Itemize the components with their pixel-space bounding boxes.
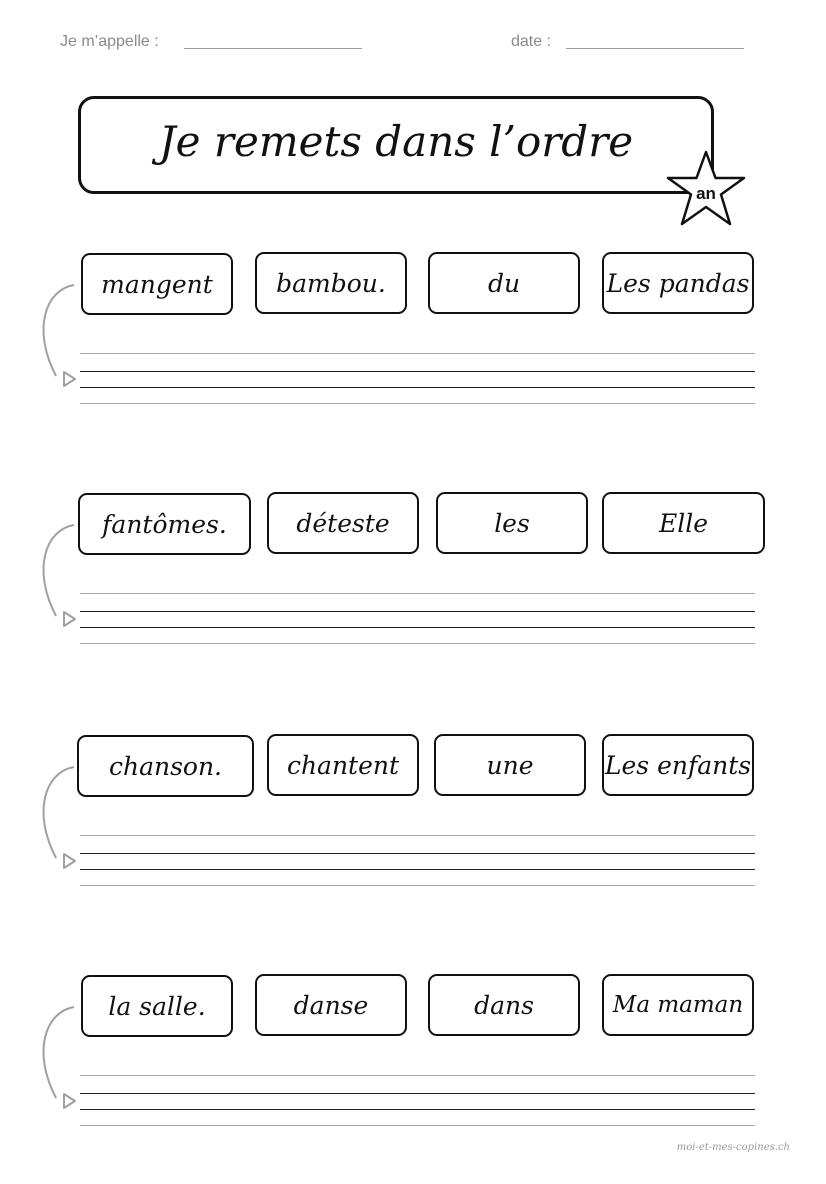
word-card[interactable]: Les enfants <box>602 734 754 796</box>
writing-line[interactable] <box>80 853 755 854</box>
writing-line[interactable] <box>80 403 755 404</box>
exercise-3 <box>0 732 826 912</box>
word-card[interactable]: la salle. <box>81 975 233 1037</box>
writing-line[interactable] <box>80 593 755 594</box>
curved-arrow-icon <box>30 1002 90 1112</box>
writing-line[interactable] <box>80 611 755 612</box>
footer-credit: moi-et-mes-copines.ch <box>676 1142 790 1153</box>
word-card[interactable]: Elle <box>602 492 765 554</box>
word-card[interactable]: déteste <box>267 492 419 554</box>
writing-line[interactable] <box>80 627 755 628</box>
writing-line[interactable] <box>80 1125 755 1126</box>
title-box <box>78 96 714 194</box>
writing-line[interactable] <box>80 885 755 886</box>
word-card[interactable]: mangent <box>81 253 233 315</box>
exercise-2 <box>0 490 826 670</box>
word-card[interactable]: danse <box>255 974 407 1036</box>
word-card[interactable]: une <box>434 734 586 796</box>
date-label: date : <box>511 33 552 50</box>
word-card[interactable]: chanson. <box>77 735 254 797</box>
writing-line[interactable] <box>80 1075 755 1076</box>
writing-line[interactable] <box>80 353 755 354</box>
date-line[interactable] <box>566 48 744 49</box>
writing-line[interactable] <box>80 1093 755 1094</box>
word-card[interactable]: Ma maman <box>602 974 754 1036</box>
curved-arrow-icon <box>30 762 90 872</box>
writing-line[interactable] <box>80 835 755 836</box>
curved-arrow-icon <box>30 280 90 390</box>
star-badge-label: an <box>696 184 716 203</box>
page-title: Je remets dans l’ordre <box>158 117 634 166</box>
curved-arrow-icon <box>30 520 90 630</box>
word-card[interactable]: du <box>428 252 580 314</box>
writing-line[interactable] <box>80 387 755 388</box>
word-card[interactable]: chantent <box>267 734 419 796</box>
word-card[interactable]: Les pandas <box>602 252 754 314</box>
writing-line[interactable] <box>80 371 755 372</box>
exercise-4 <box>0 972 826 1152</box>
word-card[interactable]: fantômes. <box>78 493 251 555</box>
writing-line[interactable] <box>80 643 755 644</box>
word-card[interactable]: bambou. <box>255 252 407 314</box>
exercise-1 <box>0 250 826 430</box>
writing-line[interactable] <box>80 869 755 870</box>
word-card[interactable]: dans <box>428 974 580 1036</box>
name-label: Je m’appelle : <box>60 33 159 50</box>
writing-line[interactable] <box>80 1109 755 1110</box>
name-line[interactable] <box>184 48 362 49</box>
word-card[interactable]: les <box>436 492 588 554</box>
